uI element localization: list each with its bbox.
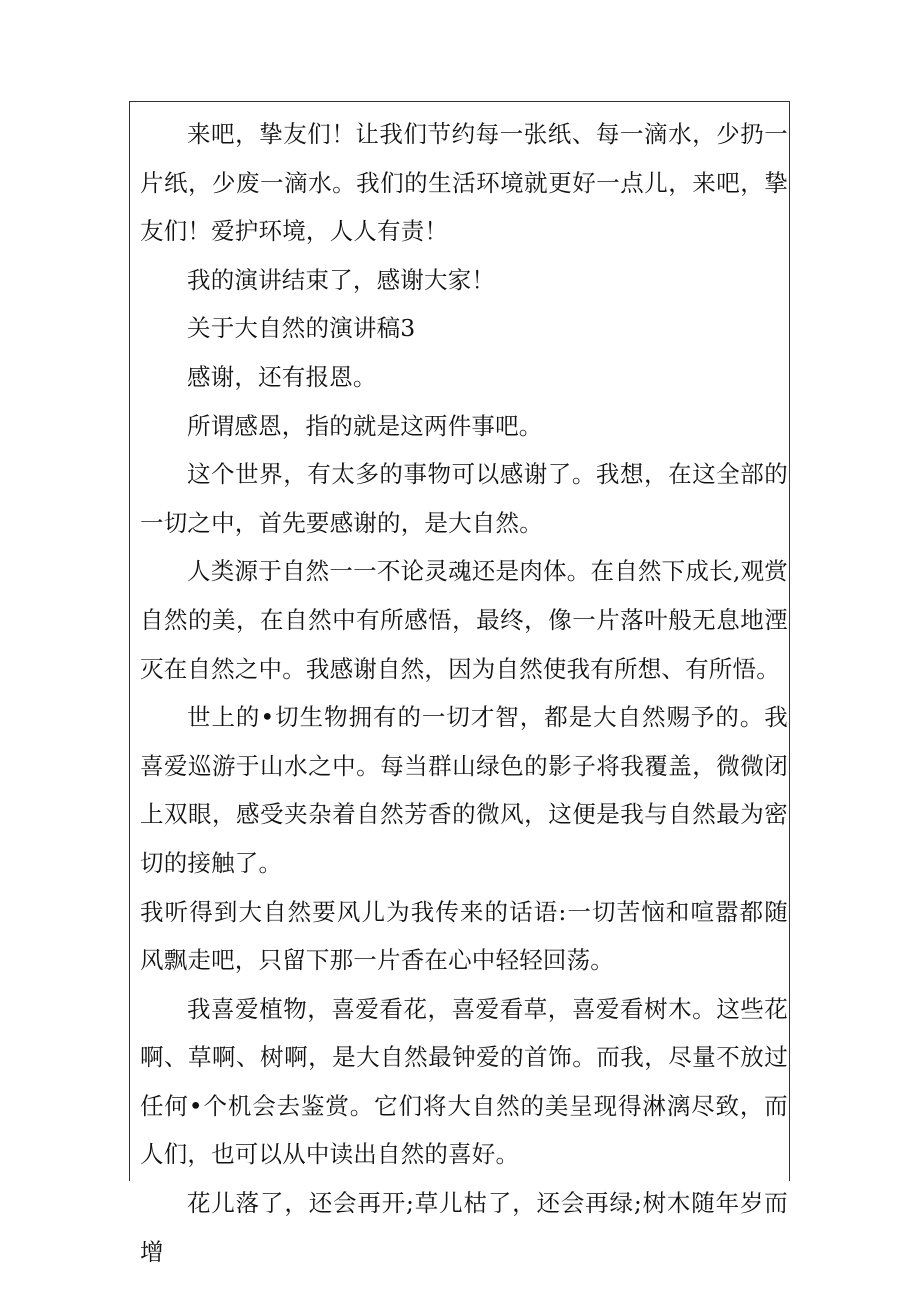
paragraph-origin: 人类源于自然一一不论灵魂还是肉体。在自然下成长,观赏自然的美，在自然中有所感悟，最终，像一片落叶般无息地湮灭在自然之中。我感谢自然，因为自然使我有所想、有所悟。 xyxy=(140,557,788,683)
paragraph-wisdom: 世上的•切生物拥有的一切才智，都是大自然赐予的。我喜爱巡游于山水之中。每当群山绿色的影子将我覆盖，微微闭上双眼，感受夹杂着自然芳香的微风，这便是我与自然最为密切的接触了。 xyxy=(140,703,788,877)
section-heading: 关于大自然的演讲稿3 xyxy=(187,314,416,343)
paragraph-renewal: 花儿落了，还会再开;草儿枯了，还会再绿;树木随年岁而增 xyxy=(140,1189,788,1266)
paragraph-plants: 我喜爱植物，喜爱看花，喜爱看草，喜爱看树木。这些花啊、草啊、树啊，是大自然最钟爱的首饰。而我，尽量不放过任何•个机会去鉴赏。它们将大自然的美呈现得淋漓尽致，而人们，也可以从中读出自然的喜好。 xyxy=(140,994,788,1169)
paragraph-meaning: 所谓感恩，指的就是这两件事吧。 xyxy=(187,411,543,440)
paragraph-closing: 我的演讲结束了，感谢大家！ xyxy=(187,265,496,294)
document-body xyxy=(140,110,788,1276)
paragraph-world: 这个世界，有太多的事物可以感谢了。我想，在这全部的一切之中，首先要感谢的，是大自然。 xyxy=(140,460,788,537)
paragraph-gratitude: 感谢，还有报恩。 xyxy=(187,362,377,391)
paragraph-wind: 我听得到大自然要风儿为我传来的话语:一切苦恼和喧嚣都随风飘走吧，只留下那一片香在心中轻轻回荡。 xyxy=(140,897,788,975)
paragraph-appeal: 来吧，挚友们！让我们节约每一张纸、每一滴水，少扔一片纸，少废一滴水。我们的生活环境就更好一点儿，来吧，挚友们！爱护环境，人人有责！ xyxy=(140,120,788,246)
